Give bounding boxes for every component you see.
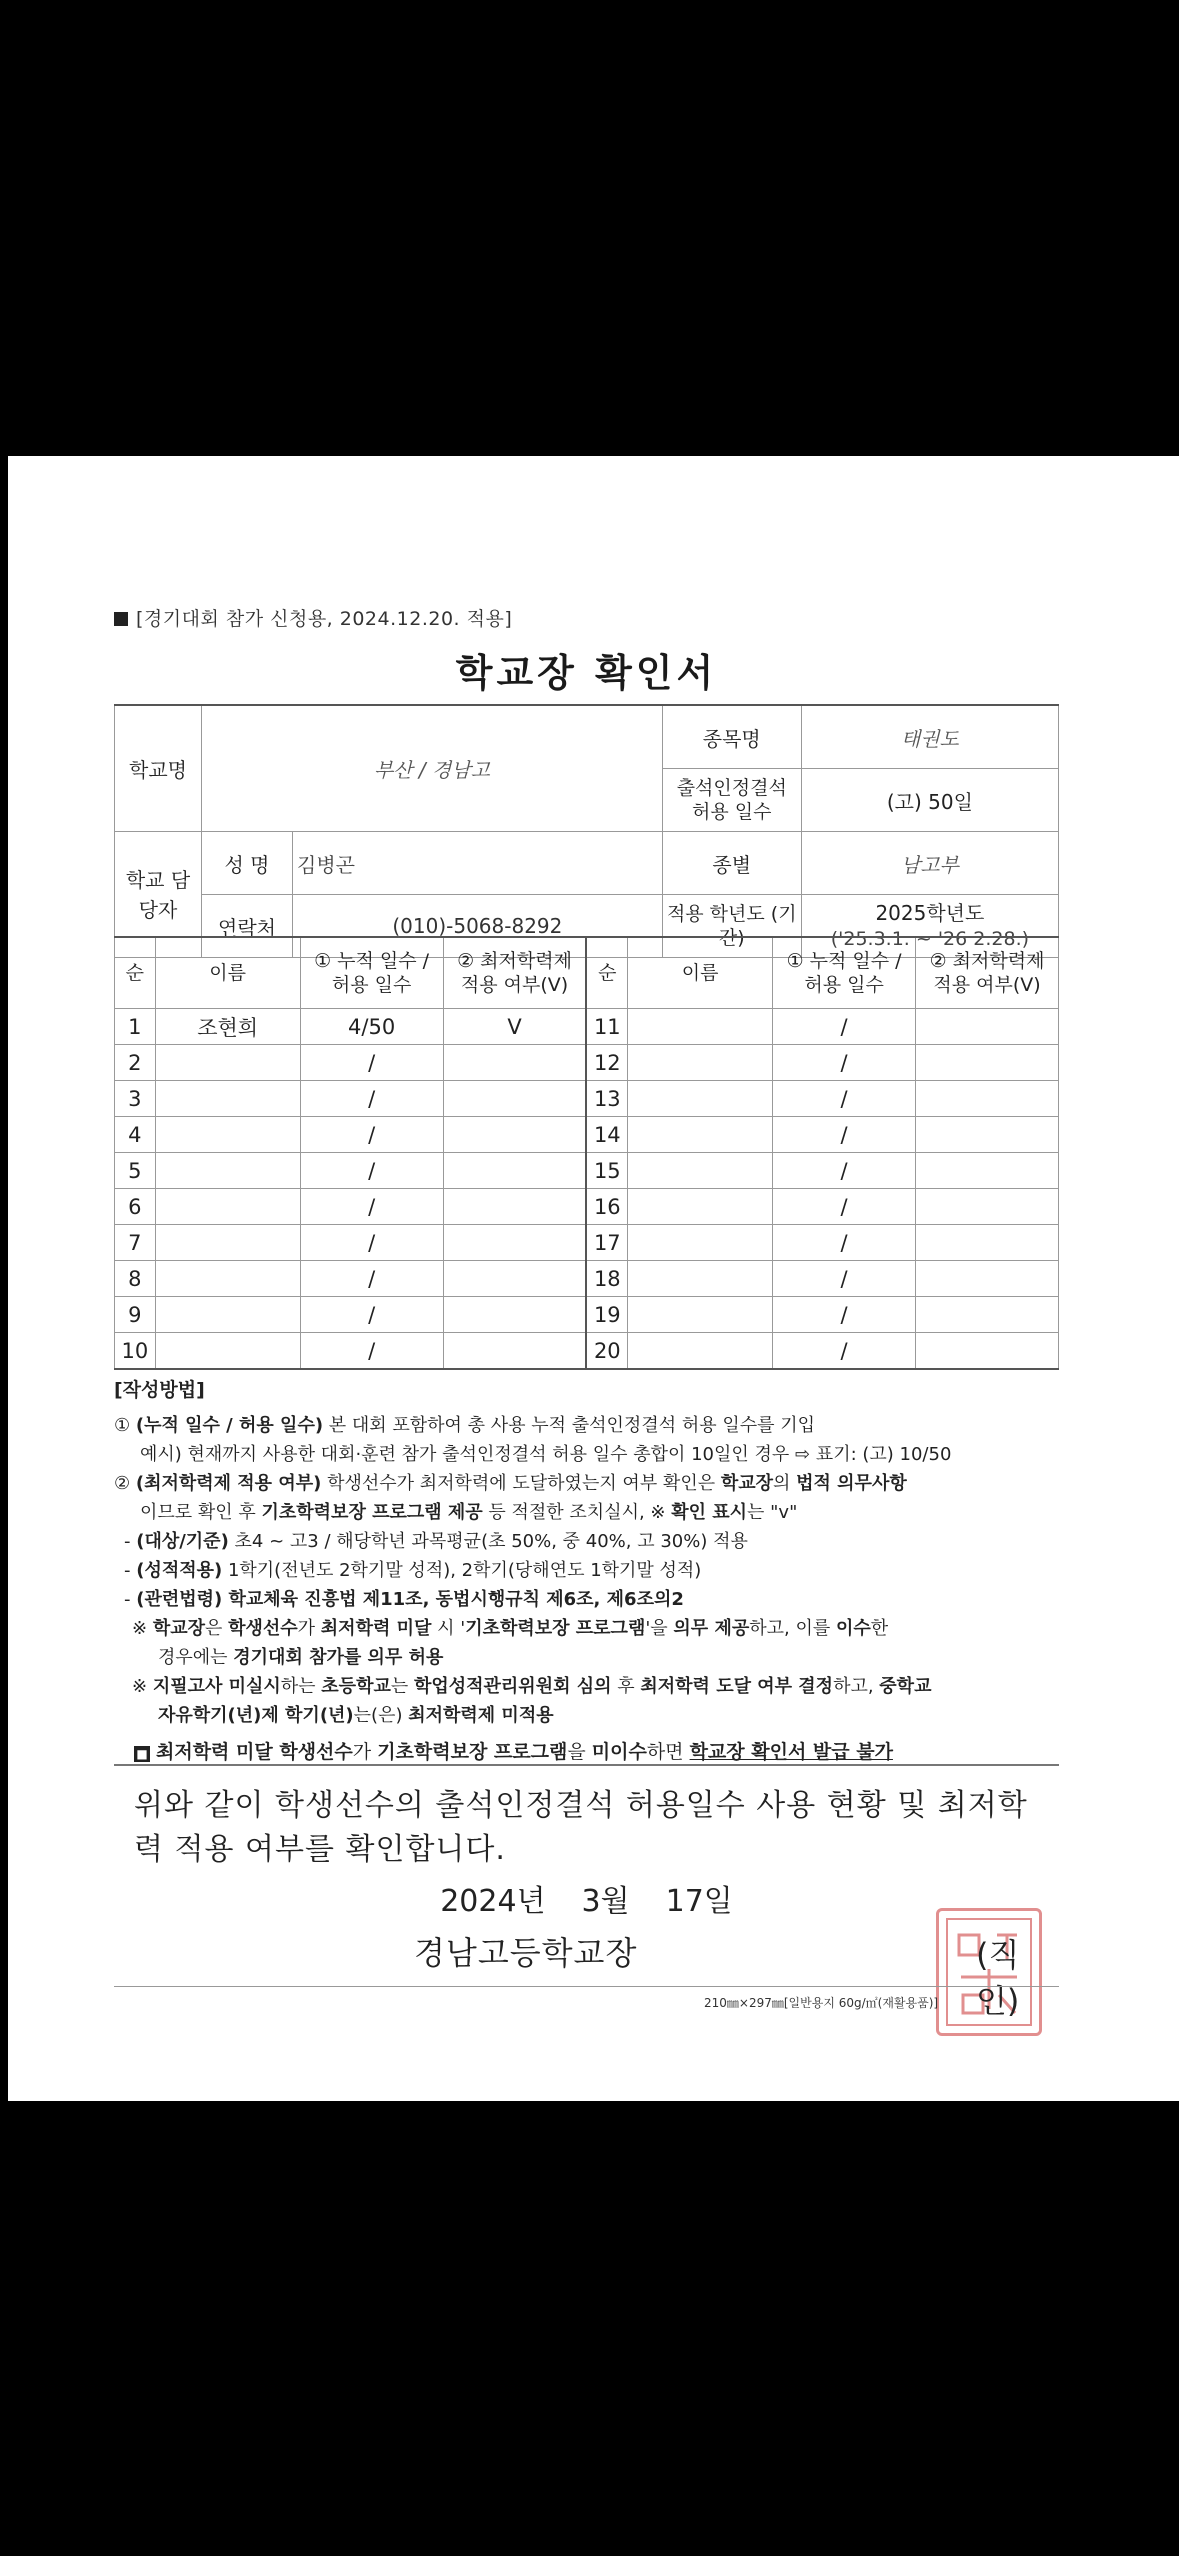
min-check bbox=[443, 1081, 586, 1117]
category-value: 남고부 bbox=[801, 832, 1058, 895]
row-no: 10 bbox=[115, 1333, 156, 1370]
school-label: 학교명 bbox=[115, 705, 202, 832]
info-table bbox=[114, 704, 1059, 958]
min-check bbox=[916, 1189, 1059, 1225]
instruction-line: ② (최저학력제 적용 여부) 학생선수가 최저학력에 도달하였는지 여부 확인은 학교장의 법적 의무사항 bbox=[114, 1473, 907, 1494]
document-note bbox=[114, 604, 512, 631]
row-no: 14 bbox=[586, 1117, 627, 1153]
date-year: 2024년 bbox=[440, 1884, 546, 1919]
days-value: / bbox=[773, 1225, 916, 1261]
student-name bbox=[155, 1117, 300, 1153]
min-check bbox=[916, 1297, 1059, 1333]
min-check bbox=[916, 1333, 1059, 1370]
days-value: / bbox=[773, 1189, 916, 1225]
col-days: ① 누적 일수 / 허용 일수 bbox=[773, 937, 916, 1009]
min-check bbox=[916, 1009, 1059, 1045]
student-table bbox=[114, 936, 1059, 1370]
student-name bbox=[628, 1153, 773, 1189]
row-no: 11 bbox=[586, 1009, 627, 1045]
days-value: / bbox=[300, 1153, 443, 1189]
min-check bbox=[443, 1261, 586, 1297]
table-row bbox=[115, 1045, 1059, 1081]
instructions bbox=[114, 1376, 1059, 1767]
row-no: 18 bbox=[586, 1261, 627, 1297]
notice-line: ■ 최저학력 미달 학생선수가 기초학력보장 프로그램을 미이수하면 학교장 확인서 발급 불가 bbox=[114, 1738, 1059, 1767]
days-value: / bbox=[300, 1081, 443, 1117]
table-row bbox=[115, 1297, 1059, 1333]
student-name bbox=[155, 1153, 300, 1189]
days-value: / bbox=[773, 1333, 916, 1370]
table-row bbox=[115, 1261, 1059, 1297]
category-label: 종별 bbox=[662, 832, 801, 895]
row-no: 20 bbox=[586, 1333, 627, 1370]
student-name bbox=[155, 1225, 300, 1261]
table-row bbox=[115, 1153, 1059, 1189]
days-value: / bbox=[300, 1189, 443, 1225]
name-label: 성 명 bbox=[202, 832, 293, 895]
min-check bbox=[443, 1153, 586, 1189]
paper-spec: 210㎜×297㎜[일반용지 60g/㎡(재활용품)] bbox=[704, 1996, 939, 2010]
row-no: 6 bbox=[115, 1189, 156, 1225]
col-name: 이름 bbox=[628, 937, 773, 1009]
days-value: / bbox=[773, 1297, 916, 1333]
date-month: 3월 bbox=[581, 1884, 630, 1919]
instruction-line: ※ 지필고사 미실시하는 초등학교는 학업성적관리위원회 심의 후 최저학력 도달 여부 결정하고, 중학교 bbox=[132, 1676, 932, 1697]
year-period: ('25.3.1. ~ '26 2.28.) bbox=[830, 928, 1030, 950]
min-check bbox=[443, 1117, 586, 1153]
row-no: 5 bbox=[115, 1153, 156, 1189]
days-value: / bbox=[773, 1009, 916, 1045]
row-no: 8 bbox=[115, 1261, 156, 1297]
contact-label: 연락처 bbox=[202, 895, 293, 958]
instruction-line: - (대상/기준) 초4 ~ 고3 / 해당학년 과목평균(초 50%, 중 40%, 고 30%) 적용 bbox=[124, 1531, 748, 1552]
min-check: V bbox=[443, 1009, 586, 1045]
row-no: 2 bbox=[115, 1045, 156, 1081]
document-page bbox=[8, 456, 1179, 2101]
instruction-line: - (성적적용) 1학기(전년도 2학기말 성적), 2학기(당해연도 1학기말 성적) bbox=[124, 1560, 702, 1581]
student-name bbox=[628, 1333, 773, 1370]
instruction-line: ※ 학교장은 학생선수가 최저학력 미달 시 '기초학력보장 프로그램'을 의무 제공하고, 이를 이수한 bbox=[132, 1618, 889, 1639]
min-check bbox=[443, 1297, 586, 1333]
days-value: / bbox=[300, 1333, 443, 1370]
school-principal: 경남고등학교장 bbox=[414, 1934, 638, 1972]
table-header bbox=[115, 937, 1059, 1009]
days-value: / bbox=[300, 1297, 443, 1333]
table-row bbox=[115, 1009, 1059, 1045]
student-name bbox=[155, 1189, 300, 1225]
confirm-text: 위와 같이 학생선수의 출석인정결석 허용일수 사용 현황 및 최저학력 적용 여부를 확인합니다. bbox=[134, 1788, 1028, 1867]
days-value: / bbox=[300, 1117, 443, 1153]
manager-label: 학교 담당자 bbox=[115, 832, 202, 958]
col-no: 순 bbox=[115, 937, 156, 1009]
col-name: 이름 bbox=[155, 937, 300, 1009]
days-value: / bbox=[773, 1153, 916, 1189]
instruction-line: 이므로 확인 후 기초학력보장 프로그램 제공 등 적절한 조치실시, ※ 확인 표시는 "v" bbox=[140, 1502, 798, 1523]
student-name bbox=[628, 1297, 773, 1333]
instructions-heading: [작성방법] bbox=[114, 1379, 205, 1401]
divider bbox=[114, 1764, 1059, 1766]
student-name bbox=[628, 1225, 773, 1261]
min-check bbox=[443, 1189, 586, 1225]
sport-label: 종목명 bbox=[662, 705, 801, 769]
min-check bbox=[443, 1045, 586, 1081]
instruction-line: 자유학기(년)제 학기(년)는(은) 최저학력제 미적용 bbox=[158, 1705, 554, 1726]
row-no: 3 bbox=[115, 1081, 156, 1117]
row-no: 1 bbox=[115, 1009, 156, 1045]
table-row bbox=[115, 1333, 1059, 1370]
table-row bbox=[115, 1081, 1059, 1117]
student-name bbox=[628, 1117, 773, 1153]
name-value: 김병곤 bbox=[293, 832, 663, 895]
table-row bbox=[115, 1117, 1059, 1153]
student-name bbox=[155, 1333, 300, 1370]
min-check bbox=[916, 1225, 1059, 1261]
days-value: / bbox=[773, 1045, 916, 1081]
row-no: 4 bbox=[115, 1117, 156, 1153]
note-text: [경기대회 참가 신청용, 2024.12.20. 적용] bbox=[136, 608, 513, 630]
student-name bbox=[628, 1189, 773, 1225]
col-no: 순 bbox=[586, 937, 627, 1009]
instruction-line: 경우에는 경기대회 참가를 의무 허용 bbox=[158, 1647, 444, 1668]
year-value: 2025학년도 bbox=[875, 901, 985, 925]
student-name bbox=[628, 1081, 773, 1117]
col-min: ② 최저학력제 적용 여부(V) bbox=[443, 937, 586, 1009]
days-value: / bbox=[773, 1261, 916, 1297]
contact-value: (010)-5068-8292 bbox=[293, 895, 663, 958]
col-min: ② 최저학력제 적용 여부(V) bbox=[916, 937, 1059, 1009]
min-check bbox=[916, 1153, 1059, 1189]
min-check bbox=[916, 1117, 1059, 1153]
school-value: 부산 / 경남고 bbox=[202, 705, 663, 832]
instruction-line: ① (누적 일수 / 허용 일수) 본 대회 포함하여 총 사용 누적 출석인정결석 허용 일수를 기입 bbox=[114, 1415, 815, 1436]
student-name bbox=[155, 1081, 300, 1117]
confirm-date bbox=[114, 1876, 1059, 1920]
student-name bbox=[155, 1297, 300, 1333]
student-name bbox=[155, 1045, 300, 1081]
row-no: 15 bbox=[586, 1153, 627, 1189]
col-days: ① 누적 일수 / 허용 일수 bbox=[300, 937, 443, 1009]
absence-label: 출석인정결석 허용 일수 bbox=[662, 769, 801, 832]
days-value: / bbox=[300, 1261, 443, 1297]
student-name bbox=[628, 1009, 773, 1045]
days-value: 4/50 bbox=[300, 1009, 443, 1045]
days-value: / bbox=[773, 1081, 916, 1117]
min-check bbox=[916, 1261, 1059, 1297]
min-check bbox=[916, 1045, 1059, 1081]
black-square-icon bbox=[114, 612, 128, 626]
row-no: 13 bbox=[586, 1081, 627, 1117]
date-day: 17일 bbox=[665, 1884, 733, 1919]
row-no: 12 bbox=[586, 1045, 627, 1081]
row-no: 19 bbox=[586, 1297, 627, 1333]
absence-value: (고) 50일 bbox=[801, 769, 1058, 832]
table-row bbox=[115, 1225, 1059, 1261]
student-name bbox=[628, 1261, 773, 1297]
divider bbox=[114, 1986, 1059, 1987]
days-value: / bbox=[773, 1117, 916, 1153]
row-no: 16 bbox=[586, 1189, 627, 1225]
student-name bbox=[628, 1045, 773, 1081]
student-name: 조현희 bbox=[155, 1009, 300, 1045]
table-body bbox=[115, 1009, 1059, 1370]
instruction-line: 예시) 현재까지 사용한 대회·훈련 참가 출석인정결석 허용 일수 총합이 10일인 경우 ⇨ 표기: (고) 10/50 bbox=[140, 1444, 952, 1465]
black-box-icon: ■ bbox=[134, 1746, 150, 1762]
year-label: 적용 학년도 (기간) bbox=[662, 895, 801, 958]
min-check bbox=[916, 1081, 1059, 1117]
student-name bbox=[155, 1261, 300, 1297]
sport-value: 태권도 bbox=[801, 705, 1058, 769]
min-check bbox=[443, 1333, 586, 1370]
row-no: 9 bbox=[115, 1297, 156, 1333]
row-no: 7 bbox=[115, 1225, 156, 1261]
min-check bbox=[443, 1225, 586, 1261]
document-title: 학교장 확인서 bbox=[455, 651, 718, 695]
row-no: 17 bbox=[586, 1225, 627, 1261]
seal-label: (직인) bbox=[976, 1936, 1020, 2020]
days-value: / bbox=[300, 1225, 443, 1261]
table-row bbox=[115, 1189, 1059, 1225]
days-value: / bbox=[300, 1045, 443, 1081]
instruction-line: - (관련법령) 학교체육 진흥법 제11조, 동법시행규칙 제6조, 제6조의2 bbox=[124, 1589, 684, 1610]
